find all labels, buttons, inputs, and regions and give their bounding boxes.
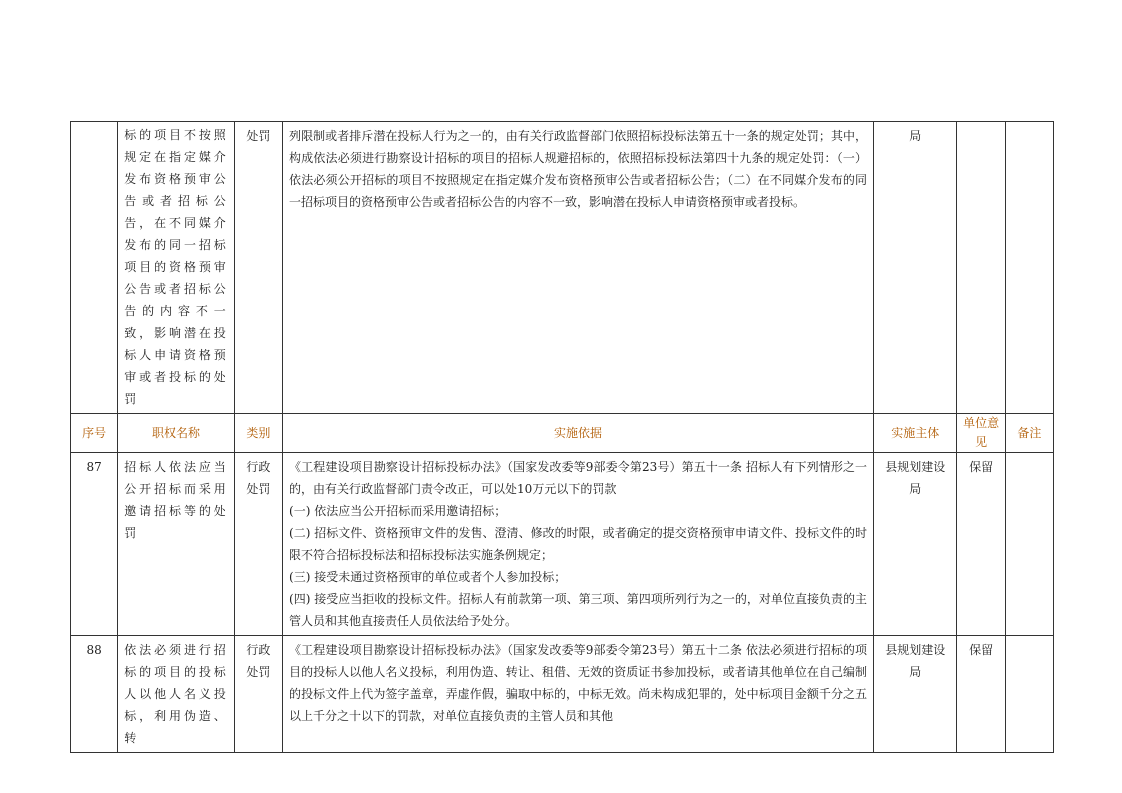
basis-line: 《工程建设项目勘察设计招标投标办法》（国家发改委等9部委令第23号）第五十一条 招标人有下列情形之一的，由有关行政监督部门责令改正，可以处10万元以下的罚款 [289, 460, 868, 496]
cell-name: 依法必须进行招标的项目的投标人以他人名义投标，利用伪造、转 [118, 636, 235, 753]
basis-line: (三) 接受未通过资格预审的单位或者个人参加投标； [289, 570, 567, 584]
cell-opinion [957, 122, 1005, 414]
basis-line: (四) 接受应当拒收的投标文件。招标人有前款第一项、第三项、第四项所列行为之一的，对单位直接负责的主管人员和其他直接责任人员依法给予处分。 [289, 592, 868, 628]
cell-basis [283, 636, 874, 753]
header-name: 职权名称 [118, 414, 235, 453]
cell-entity: 局 [874, 122, 957, 414]
header-basis: 实施依据 [283, 414, 874, 453]
basis-line: (二) 招标文件、资格预审文件的发售、澄清、修改的时限，或者确定的提交资格预审申请文件、投标文件的时限不符合招标投标法和招标投标法实施条例规定； [289, 526, 868, 562]
cell-seq [71, 122, 118, 414]
cell-name: 招标人依法应当公开招标而采用邀请招标等的处罚 [118, 453, 235, 636]
cell-basis [283, 453, 874, 636]
table-header-row [71, 414, 1054, 453]
cell-category: 行政处罚 [234, 636, 282, 753]
cell-name: 标的项目不按照规定在指定媒介发布资格预审公告或者招标公告，在不同媒介发布的同一招标项目的资格预审公告或者招标公告的内容不一致，影响潜在投标人申请资格预审或者投标的处罚 [118, 122, 235, 414]
cell-opinion: 保留 [957, 453, 1005, 636]
header-category: 类别 [234, 414, 282, 453]
cell-remark [1005, 453, 1053, 636]
cell-category: 行政处罚 [234, 453, 282, 636]
cell-basis: 列限制或者排斥潜在投标人行为之一的，由有关行政监督部门依照招标投标法第五十一条的规定处罚；其中，构成依法必须进行勘察设计招标的项目的招标人规避招标的，依照招标投标法第四十九条的规定处罚：（一）依法必须公开招标的项目不按照规定在指定媒介发布资格预审公告或者招标公告；（二）在不同媒介发布的同一招标项目的资格预审公告或者招标公告的内容不一致，影响潜在投标人申请资格预审或者投标。 [283, 122, 874, 414]
cell-entity: 县规划建设局 [874, 453, 957, 636]
authority-table [70, 121, 1054, 753]
table-row [71, 636, 1054, 753]
cell-entity: 县规划建设局 [874, 636, 957, 753]
cell-opinion: 保留 [957, 636, 1005, 753]
header-seq: 序号 [71, 414, 118, 453]
basis-line: 《工程建设项目勘察设计招标投标办法》（国家发改委等9部委令第23号）第五十二条 依法必须进行招标的项目的投标人以他人名义投标，利用伪造、转让、租借、无效的资质证书参加投标，或者请其他单位在自己编制的投标文件上代为签字盖章，弄虚作假，骗取中标的，中标无效。尚未构成犯罪的，处中标项目金额千分之五以上千分之十以下的罚款，对单位直接负责的主管人员和其他 [289, 643, 868, 723]
basis-line: (一) 依法应当公开招标而采用邀请招标； [289, 504, 507, 518]
header-opinion: 单位意见 [957, 414, 1005, 453]
cell-category: 处罚 [234, 122, 282, 414]
header-entity: 实施主体 [874, 414, 957, 453]
cell-remark [1005, 636, 1053, 753]
cell-seq: 87 [71, 453, 118, 636]
cell-seq: 88 [71, 636, 118, 753]
header-remark: 备注 [1005, 414, 1053, 453]
table-row [71, 453, 1054, 636]
table-row-continued [71, 122, 1054, 414]
cell-remark [1005, 122, 1053, 414]
